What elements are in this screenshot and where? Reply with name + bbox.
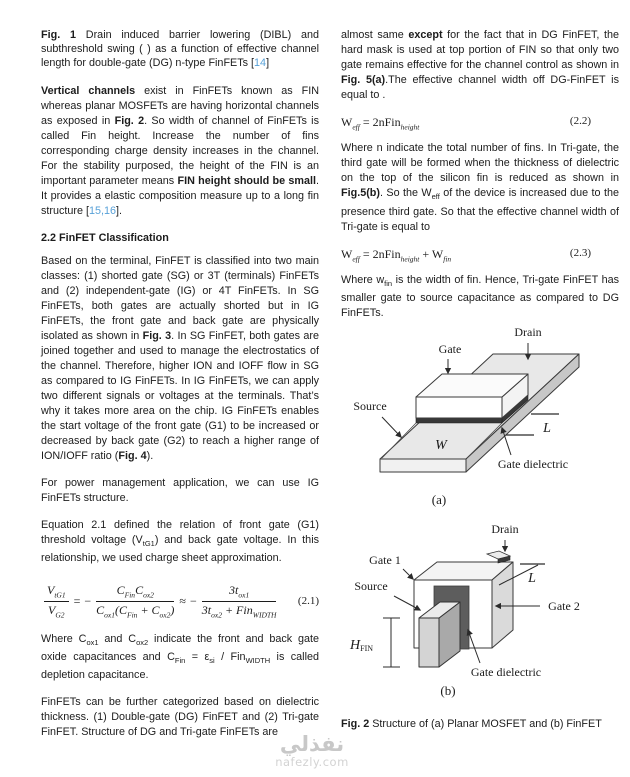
eq-sub: height — [400, 122, 420, 132]
text-bold: FIN height should be small — [177, 175, 316, 187]
text-segment: / Fin — [214, 651, 246, 664]
text-segment: ) and back gate voltage. In this relationship, we used charge sheet approximation. — [41, 534, 319, 565]
subscript: eff — [431, 192, 440, 202]
text-bold: Vertical channels — [41, 85, 136, 97]
paragraph-tri-gate — [341, 141, 619, 234]
eq-sub: ox1 — [104, 609, 116, 619]
equation-number: (2.3) — [569, 246, 591, 259]
subscript: ox1 — [86, 638, 99, 648]
gate-front-face — [416, 397, 502, 418]
text-segment: Structure of (a) Planar MOSFET and (b) FinFET — [369, 718, 602, 730]
eq-term: ) — [170, 602, 175, 617]
eq-term: = 2nFin — [359, 246, 401, 261]
eq-term: + W — [419, 246, 444, 261]
eq-term: W — [341, 115, 353, 129]
figure-a-planar-mosfet — [340, 318, 620, 510]
paragraph-classification — [41, 254, 319, 464]
text-segment: for the fact that in DG FinFET, the hard mask is used at top portion of FIN so that only two gate remains effective for the channel control as shown in — [341, 29, 619, 71]
eq-term: 3t — [201, 602, 212, 617]
text-segment: is called depletion capacitance. — [41, 651, 319, 682]
watermark-site-text: nafezly.com — [275, 755, 349, 769]
fig4-ref: Fig. 4 — [118, 450, 147, 462]
eq-sub: ox2 — [143, 590, 154, 600]
eq-term: C — [135, 583, 144, 598]
fig2-ref: Fig. 2 — [114, 115, 145, 127]
text-segment: .The effective channel width off DG-FinFET is equal to . — [341, 74, 619, 101]
text-segment: and C — [98, 632, 137, 645]
text-segment: almost same — [341, 29, 409, 41]
eq-sub: eff — [352, 122, 360, 132]
figure-b-finfet — [340, 520, 620, 700]
text-segment: Where w — [341, 273, 385, 286]
fig3-ref: Fig. 3 — [142, 330, 172, 342]
gate2-label: Gate 2 — [548, 599, 580, 613]
width-label: W — [435, 438, 447, 453]
drain-label: Drain — [491, 522, 519, 536]
length-label: L — [543, 421, 551, 436]
equation-2-2 — [341, 115, 619, 131]
text-segment: . It provides a elastic composition measure up to a long fin structure [ — [41, 175, 319, 217]
paragraph-finfet-categories: FinFETs can be further categorized based on dielectric thickness. (1) Double-gate (DG) FinFET and (2) Tri-gate FinFET. Structure of DG and Tri-gate FinFETs are — [41, 696, 319, 739]
fig2-caption — [341, 717, 626, 731]
subscript: WIDTH — [245, 656, 271, 666]
paragraph-equation-intro — [41, 518, 319, 566]
left-column — [41, 28, 319, 752]
subscript: ox2 — [136, 638, 149, 648]
eq-sub: WIDTH — [252, 609, 277, 619]
text-segment: Where C — [41, 632, 87, 645]
eq-sub: ox1 — [238, 590, 250, 600]
eq-term: (C — [115, 602, 128, 617]
text-segment: . So the W — [379, 187, 432, 200]
substrate-end-face — [380, 459, 466, 472]
gate-dielectric-front — [416, 418, 502, 423]
text-segment: ]. — [116, 205, 123, 217]
text-segment: indicate the front and back gate oxide capacitances and C — [41, 632, 319, 664]
eq-term: C — [96, 602, 105, 617]
subscript: si — [209, 656, 215, 666]
text-segment: ] — [266, 57, 270, 69]
fig1-caption-label: Fig. 1 — [41, 29, 76, 41]
fin-front-face — [419, 618, 439, 667]
text-segment: Based on the terminal, FinFET is classified into two main classes: (1) shorted gate (SG) or 3T (terminals) FinFETs and (2) independent-gate (IG) or 4T FinFETs. In SG FinFETs, both gates are actually shorted but in IG FinFETs, the front gate and back gate are physically isolated as shown in — [41, 255, 319, 342]
fig5a-ref: Fig. 5(a) — [341, 74, 386, 86]
eq-term: V — [47, 583, 55, 598]
paragraph-dg-finfet — [341, 28, 619, 103]
gate1-label: Gate 1 — [369, 553, 401, 567]
paragraph-power-management: For power management application, we can use IG FinFETs structure. — [41, 477, 319, 504]
approx-sign: ≈ — [179, 593, 186, 608]
subfigure-b-tag: (b) — [440, 683, 456, 698]
fig1-caption — [41, 28, 319, 70]
text-segment: . In SG FinFET, both gates are joined together and used to manage the electrostatics of the channel. Therefore, higher ION and IOFF flow in SG as compared to IG FinFETs. In IG FinFETs, we can apply two different signals or voltages at the terminals. That’s why it takes more area on the chip. IG FinFETs enables the start voltage of the front gate (G1) to be increased or decreased by back gate (G2) to reach a higher range of ION/IOFF ratio ( — [41, 330, 320, 462]
source-arrow — [382, 417, 401, 437]
text-bold: except — [408, 29, 443, 41]
source-label: Source — [353, 399, 387, 413]
eq-sub: tG1 — [54, 590, 66, 600]
gate-dielectric-label: Gate dielectric — [497, 457, 569, 471]
eq-sub: G2 — [55, 609, 65, 619]
citation-link-15-16[interactable]: 15,16 — [89, 205, 117, 217]
subscript: tG1 — [142, 539, 155, 549]
right-column — [341, 28, 619, 333]
hfin-label: HFIN — [350, 638, 374, 653]
equation-2-3 — [341, 247, 619, 263]
watermark-arabic-text: نفذلي — [279, 732, 345, 756]
eq-sub: height — [400, 253, 420, 263]
fig2-caption-label: Fig. 2 — [341, 718, 370, 730]
source-label: Source — [354, 579, 388, 593]
eq-term: + Fin — [221, 602, 253, 617]
minus-sign: − — [189, 593, 197, 608]
text-segment: ). — [146, 450, 154, 462]
eq-sub: fin — [443, 253, 452, 263]
equation-number: (2.1) — [297, 595, 319, 608]
equation-2-1 — [41, 583, 319, 619]
paragraph-where-cox — [41, 632, 319, 683]
eq-term: W — [341, 246, 353, 261]
subscript: Fin — [174, 656, 186, 666]
fraction — [96, 583, 174, 619]
length-label: L — [528, 571, 536, 586]
text-segment: Drain induced barrier lowering (DIBL) and subthreshold swing ( ) as a function of effective channel length for double-gate (DG) n-type FinFETs [ — [41, 29, 319, 69]
text-segment: is the width of fin. Hence, Tri-gate FinFET has smaller gate to source capacitance as compared to DG FinFETs. — [341, 273, 619, 320]
subscript: fin — [384, 279, 393, 289]
paragraph-vertical-channels — [41, 84, 319, 219]
text-segment: exist in FinFETs known as FIN whereas planar MOSFETs are having horizontal channels as exposed in — [41, 85, 319, 127]
subfigure-a-tag: (a) — [431, 492, 447, 507]
fraction — [202, 583, 277, 619]
eq-term: V — [48, 602, 56, 617]
eq-sub: Fin — [127, 609, 138, 619]
text-segment: Equation 2.1 defined the relation of front gate (G1) threshold voltage (V — [41, 519, 319, 546]
fraction — [44, 583, 69, 619]
equation-number: (2.2) — [569, 115, 591, 127]
eq-term: + C — [137, 602, 160, 617]
gate-label: Gate — [438, 342, 462, 356]
text-segment: Where n indicate the total number of fins. In Tri-gate, the third gate will be formed when the thickness of dielectric on the top of the silicon fin is reduced as shown in — [341, 142, 619, 185]
minus-sign: − — [84, 593, 92, 608]
eq-sub: ox2 — [159, 609, 171, 619]
gate-dielectric-label: Gate dielectric — [470, 665, 542, 679]
eq-sub: Fin — [124, 590, 136, 600]
gate1-arrow — [403, 569, 413, 579]
section-heading-2-2: 2.2 FinFET Classification — [41, 232, 169, 244]
text-segment: . So width of channel of FinFETs is called Fin height. Increase the number of fins corresponding charge density increases in the channel. For the stability purposed, the height of the FIN is an important parameter means — [41, 115, 319, 187]
eq-term: = 2nFin — [359, 115, 401, 129]
text-segment: = ε — [185, 651, 210, 664]
text-segment: of the device is increased due to the presence third gate. So that the effective channel width of Tri-gate is equal to — [341, 187, 619, 233]
fig5b-ref: Fig.5(b) — [341, 187, 380, 200]
eq-sub: eff — [352, 253, 360, 263]
eq-sub: ox2 — [211, 609, 222, 619]
watermark — [252, 732, 372, 769]
eq-term: C — [116, 583, 125, 598]
citation-link-14[interactable]: 14 — [254, 57, 267, 69]
eq-term: 3t — [229, 583, 239, 598]
drain-label: Drain — [514, 325, 542, 339]
equals-sign: = — [73, 593, 81, 608]
paragraph-wfin — [341, 273, 619, 321]
